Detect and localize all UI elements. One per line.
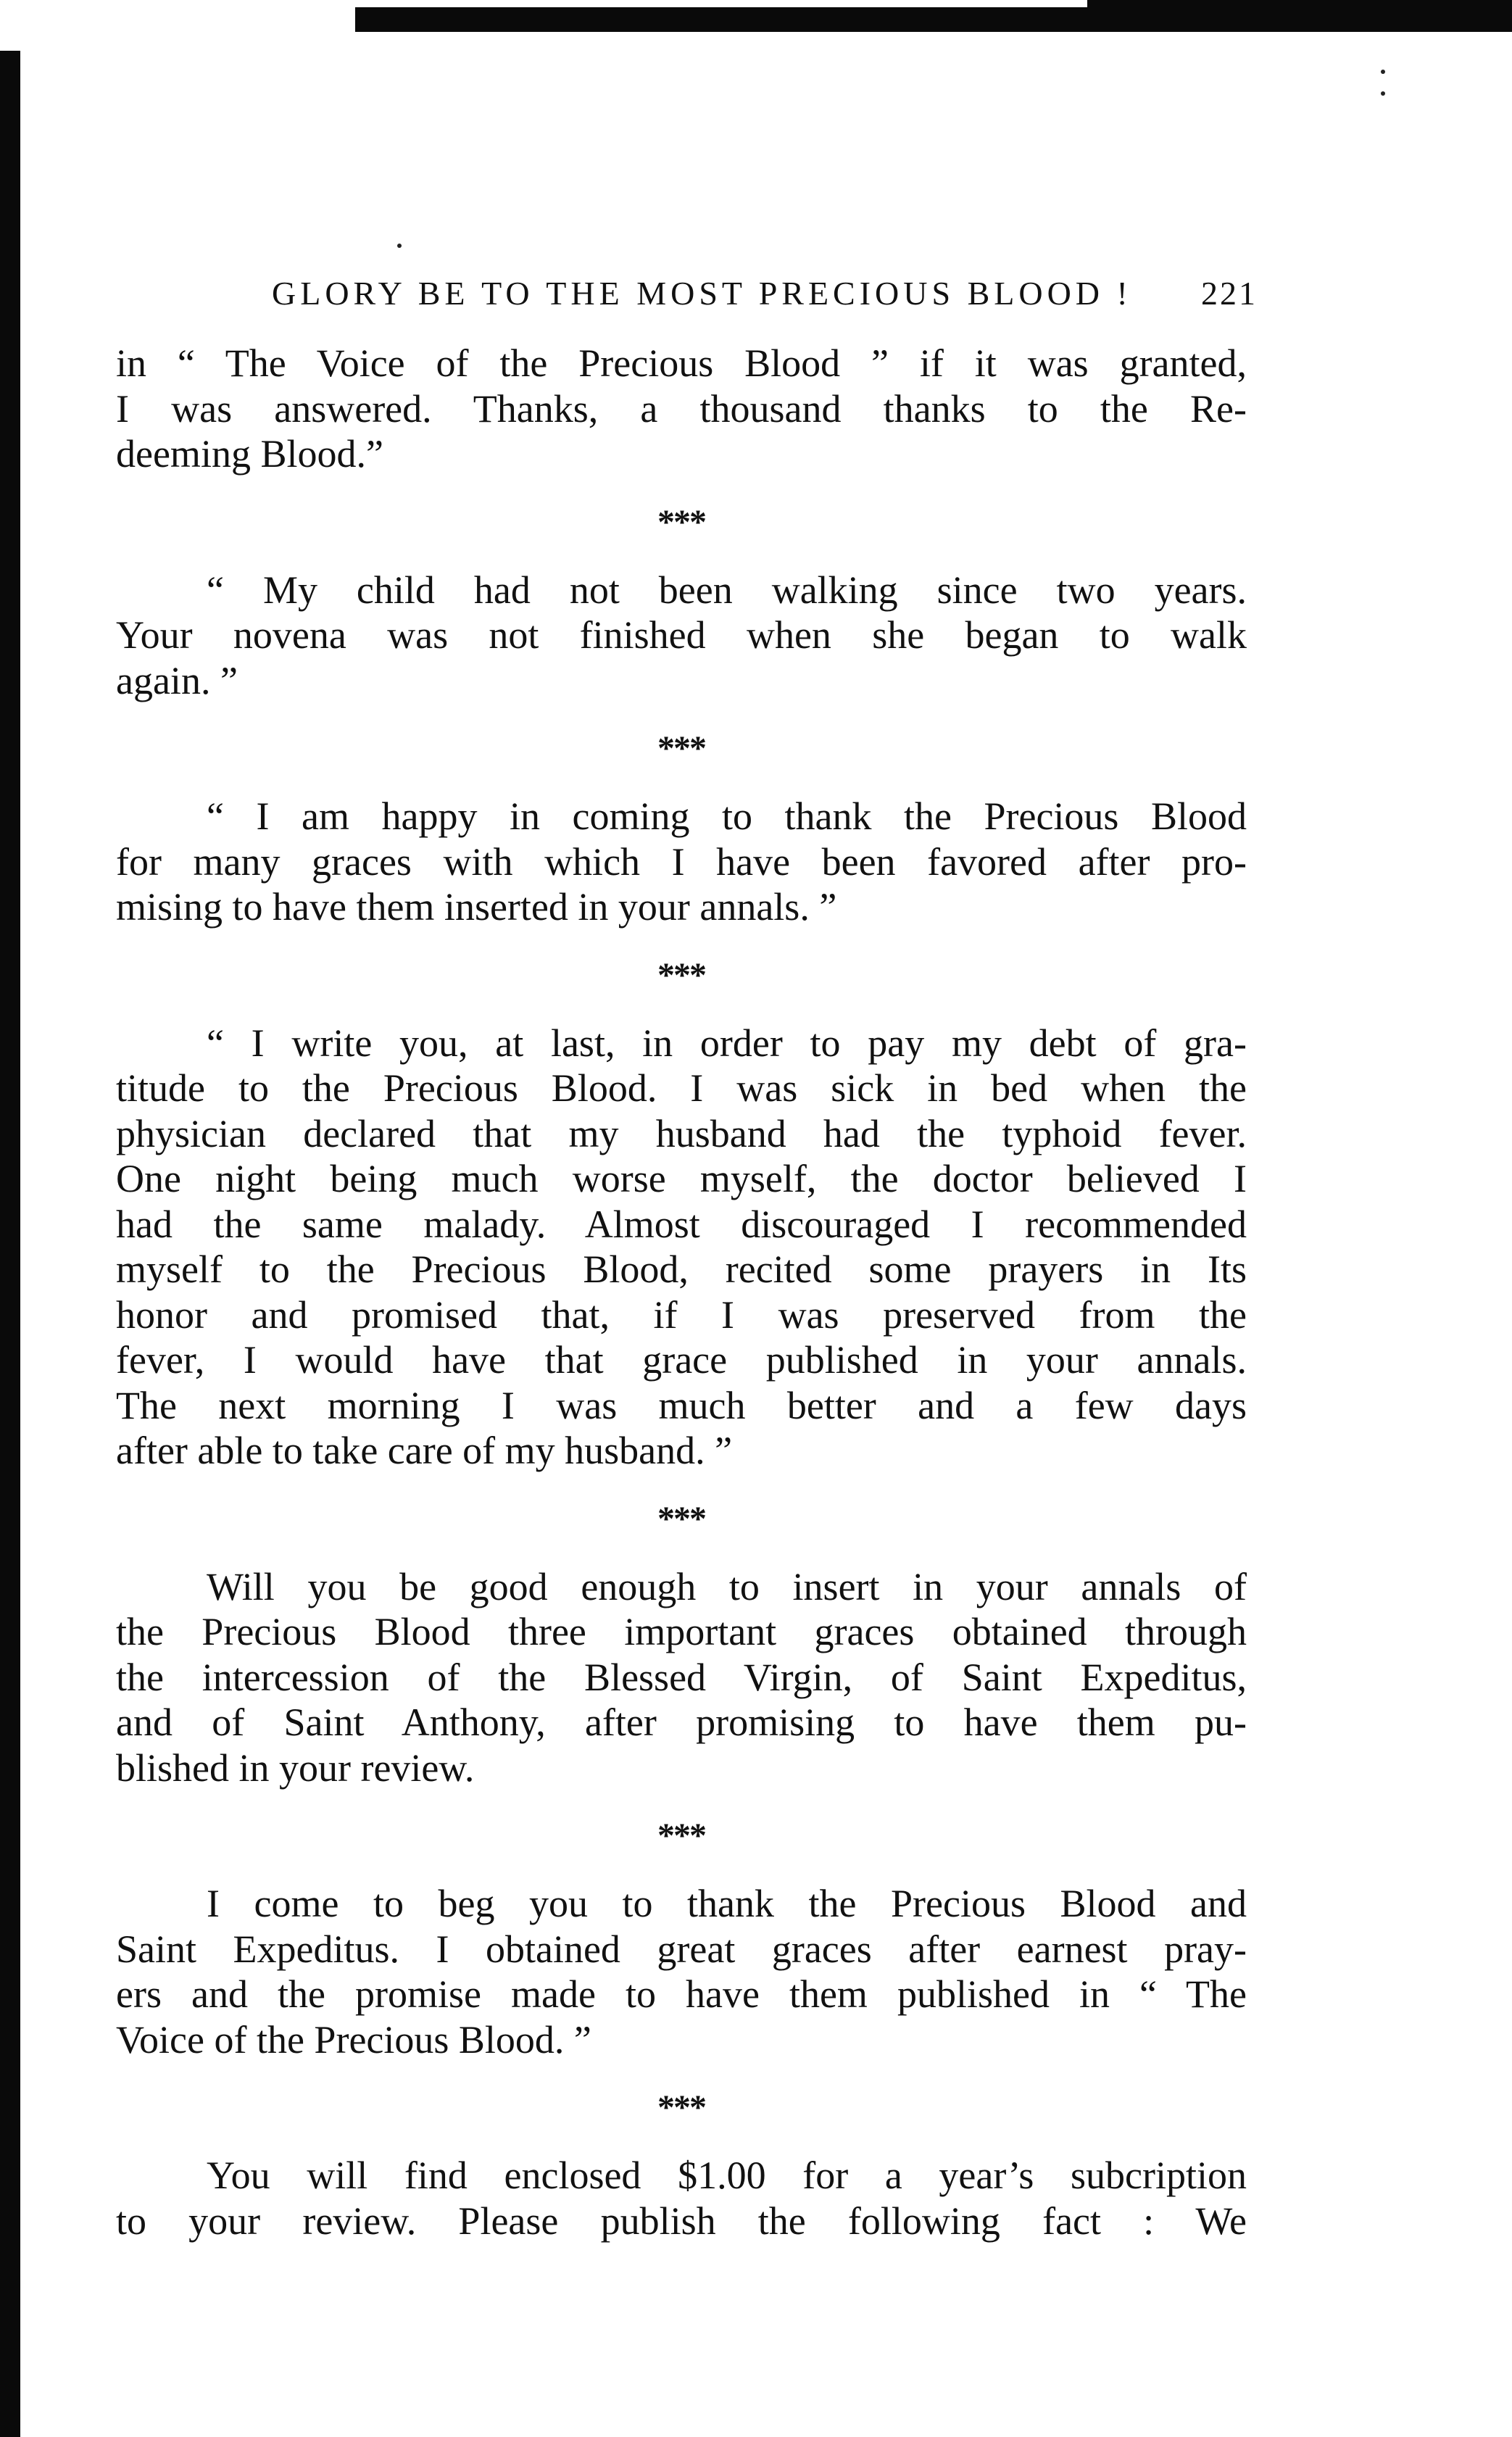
text-line: physician declared that my husband had the typhoid fever. xyxy=(116,1111,1247,1155)
text-line: “ I write you, at last, in order to pay my debt of gra- xyxy=(207,1021,1247,1065)
text-line: had the same malady. Almost discouraged I recommended xyxy=(116,1202,1247,1246)
scan-speck xyxy=(1381,70,1385,74)
text-line: The next morning I was much better and a few days xyxy=(116,1383,1247,1427)
text-line: One night being much worse myself, the doctor believed I xyxy=(116,1157,1247,1200)
text-line: for many graces with which I have been favored after pro- xyxy=(116,839,1247,884)
text-line: the Precious Blood three important graces obtained through xyxy=(116,1610,1247,1653)
text-line: I was answered. Thanks, a thousand thanks to the Re- xyxy=(116,386,1247,431)
text-line: “ I am happy in coming to thank the Precious Blood xyxy=(207,794,1247,838)
section-separator: *** xyxy=(657,1817,705,1855)
paragraph xyxy=(116,794,1247,930)
text-line: “ My child had not been walking since two years. xyxy=(207,568,1247,612)
text-line: to your review. Please publish the following fact : We xyxy=(116,2199,1247,2243)
running-head: GLORY BE TO THE MOST PRECIOUS BLOOD ! xyxy=(272,275,1132,312)
section-separator: *** xyxy=(657,502,705,541)
text-line: titude to the Precious Blood. I was sick in bed when the xyxy=(116,1066,1247,1110)
text-line: in “ The Voice of the Precious Blood ” if it was granted, xyxy=(116,341,1247,385)
body-text xyxy=(116,341,1247,2243)
text-line: Saint Expeditus. I obtained great graces after earnest pray- xyxy=(116,1927,1247,1971)
text-line: You will find enclosed $1.00 for a year’s subcription xyxy=(207,2154,1247,2197)
paragraph xyxy=(116,568,1247,704)
section-separator: *** xyxy=(657,2088,705,2127)
text-line: again. ” xyxy=(116,658,238,702)
paragraph xyxy=(116,341,1247,477)
text-line: Voice of the Precious Blood. ” xyxy=(116,2017,591,2062)
text-line: mising to have them inserted in your annals. ” xyxy=(116,885,837,929)
text-line: blished in your review. xyxy=(116,1745,475,1790)
text-line: honor and promised that, if I was preserved from the xyxy=(116,1292,1247,1337)
text-line: deeming Blood.” xyxy=(116,432,383,476)
paragraph xyxy=(116,2153,1247,2243)
text-line: I come to beg you to thank the Precious Blood and xyxy=(207,1882,1247,1925)
section-separator: *** xyxy=(657,955,705,995)
section-separator: *** xyxy=(657,1499,705,1538)
text-line: Your novena was not finished when she began to walk xyxy=(116,613,1247,657)
text-line: Will you be good enough to insert in your annals of xyxy=(207,1564,1247,1608)
scan-edge-top-thin xyxy=(1087,0,1512,10)
paragraph xyxy=(116,1881,1247,2062)
text-line: the intercession of the Blessed Virgin, of Saint Expeditus, xyxy=(116,1655,1247,1699)
paragraph xyxy=(116,1021,1247,1474)
text-line: after able to take care of my husband. ” xyxy=(116,1429,733,1472)
page-header xyxy=(272,274,1258,312)
text-line: ers and the promise made to have them published in “ The xyxy=(116,1972,1247,2016)
section-separator: *** xyxy=(657,729,705,768)
text-line: and of Saint Anthony, after promising to have them pu- xyxy=(116,1701,1247,1744)
scan-speck xyxy=(1381,91,1385,96)
scan-speck xyxy=(397,244,402,248)
paragraph xyxy=(116,1564,1247,1791)
text-line: fever, I would have that grace published in your annals. xyxy=(116,1338,1247,1382)
scan-edge-top xyxy=(355,7,1512,32)
scan-edge-left xyxy=(0,51,20,2437)
page-number: 221 xyxy=(1201,275,1258,312)
text-line: myself to the Precious Blood, recited some prayers in Its xyxy=(116,1247,1247,1291)
